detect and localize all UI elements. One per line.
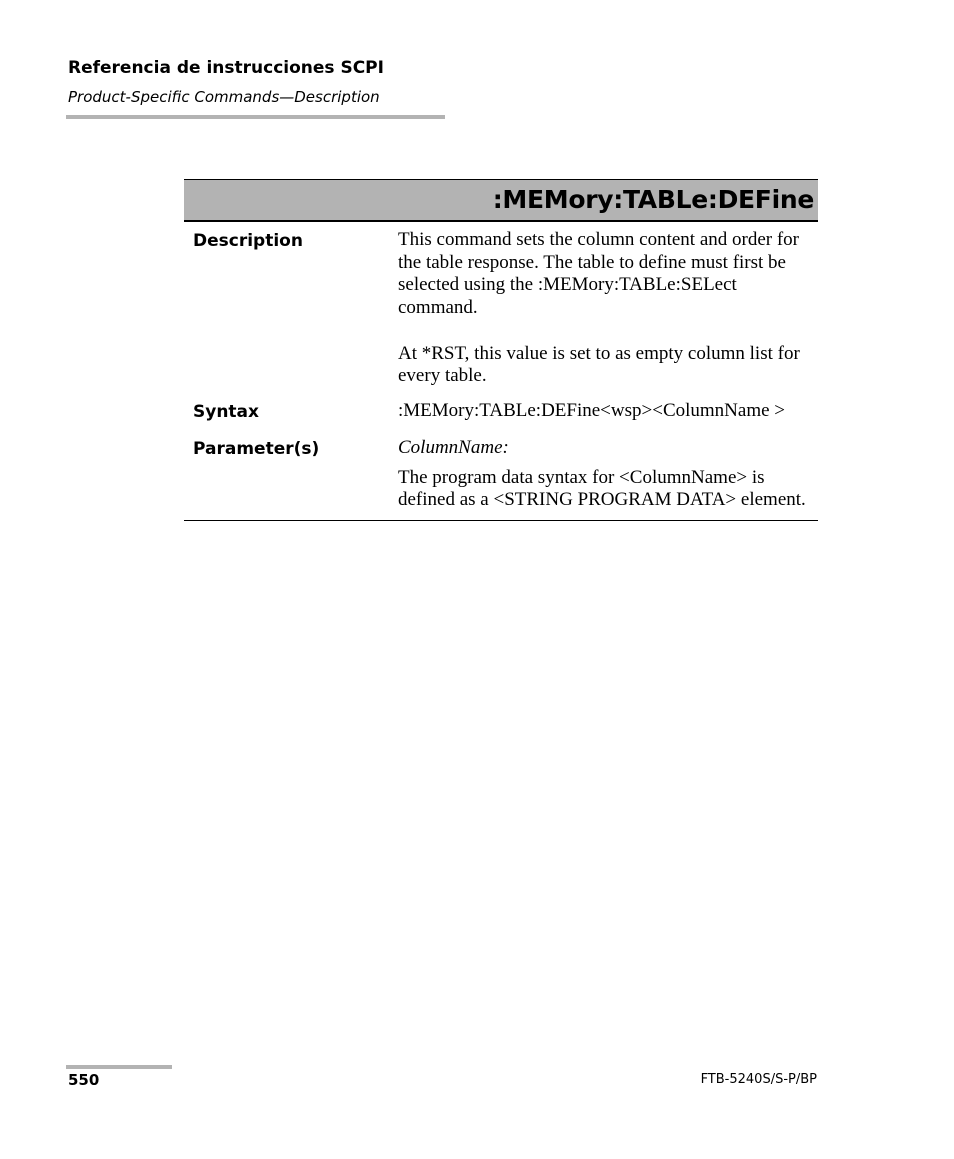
section-title: Referencia de instrucciones SCPI (68, 58, 384, 78)
description-body (398, 229, 818, 388)
description-paragraph-1: This command sets the column content and order for the table response. The table to define must first be selected using the :MEMory:TABLe:SELect command. (398, 229, 800, 319)
footer-divider (66, 1065, 172, 1069)
syntax-row (184, 388, 818, 424)
description-paragraph-2: At *RST, this value is set to as empty column list for every table. (398, 342, 800, 387)
syntax-body (398, 400, 818, 424)
section-subtitle: Product-Specific Commands—Description (68, 88, 380, 106)
parameters-row (184, 424, 818, 520)
description-label: Description (193, 231, 303, 251)
header-divider (66, 115, 445, 119)
product-model: FTB-5240S/S-P/BP (700, 1072, 817, 1087)
syntax-label: Syntax (193, 401, 259, 422)
page-number: 550 (68, 1071, 100, 1089)
parameter-name: ColumnName: (398, 436, 509, 458)
command-header (184, 180, 818, 222)
parameter-description: The program data syntax for <ColumnName> is defined as a <STRING PROGRAM DATA> element. (398, 466, 806, 511)
description-row (184, 222, 818, 388)
command-table (184, 179, 818, 521)
parameters-label: Parameter(s) (193, 438, 320, 459)
command-name: :MEMory:TABLe:DEFine (492, 185, 814, 214)
parameters-body (398, 437, 818, 512)
syntax-text: :MEMory:TABLe:DEFine<wsp><ColumnName > (398, 399, 786, 421)
